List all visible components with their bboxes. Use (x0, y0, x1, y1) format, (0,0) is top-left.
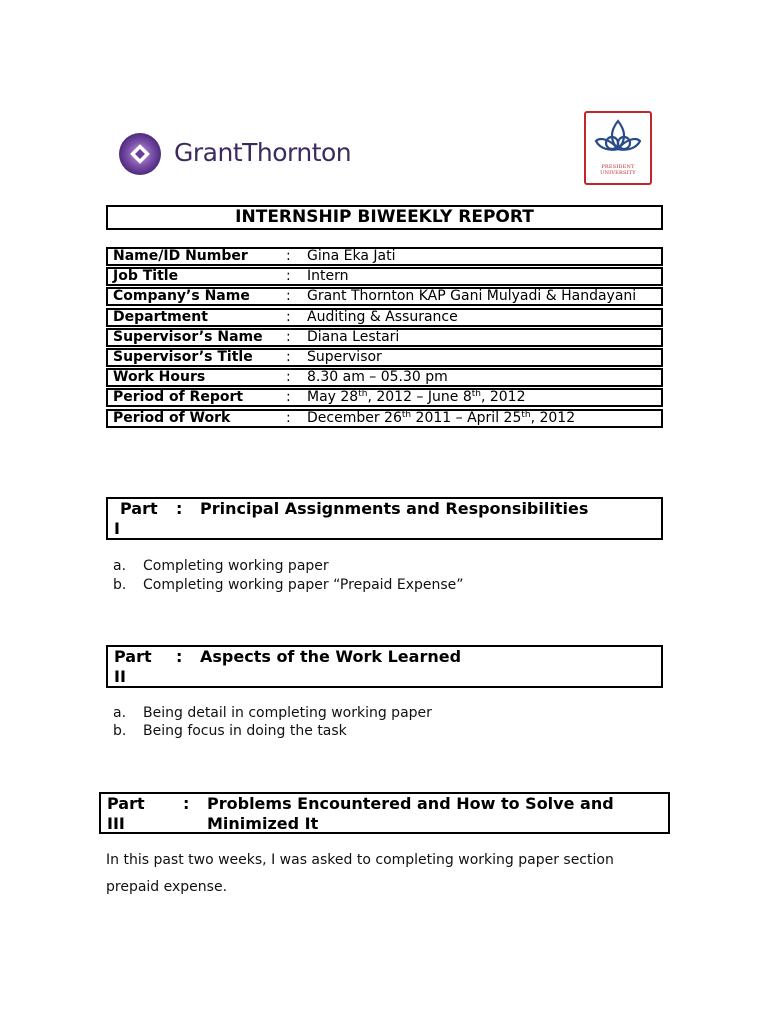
info-value: Intern (307, 268, 349, 284)
info-colon: : (286, 309, 291, 325)
part-3-paragraph: In this past two weeks, I was asked to completing working paper section prepaid expense. (106, 852, 614, 895)
ordinal-suffix: th (401, 410, 412, 420)
date-part: , 2012 (530, 410, 576, 426)
info-label: Period of Work (113, 410, 231, 426)
list-marker: a. (113, 705, 127, 721)
part-1-number: Part I (114, 499, 158, 538)
info-colon: : (286, 410, 291, 426)
info-value: Auditing & Assurance (307, 309, 458, 325)
info-row-job-title (106, 267, 663, 286)
grant-thornton-logo (118, 128, 363, 180)
part-3-header (99, 792, 670, 834)
info-colon: : (286, 268, 291, 284)
info-label: Supervisor’s Name (113, 329, 263, 345)
part-2-colon: : (176, 647, 183, 666)
info-row-period-of-work (106, 409, 663, 428)
part-1-list-item (113, 557, 329, 575)
list-marker: b. (113, 723, 127, 739)
part-1-title: Principal Assignments and Responsibilities (200, 499, 589, 518)
info-value: Supervisor (307, 349, 382, 365)
info-row-supervisor-name (106, 328, 663, 347)
part-2-list-item (113, 722, 347, 740)
report-title: INTERNSHIP BIWEEKLY REPORT (106, 205, 663, 230)
info-label: Supervisor’s Title (113, 349, 253, 365)
info-value (307, 411, 575, 426)
part-3-title: Problems Encountered and How to Solve and Minimized It (207, 794, 614, 833)
date-part: , 2012 – June 8 (367, 389, 472, 405)
part-2-header (106, 645, 663, 688)
info-label: Job Title (113, 268, 179, 284)
info-label: Work Hours (113, 369, 206, 385)
info-value: Grant Thornton KAP Gani Mulyadi & Handayani (307, 288, 637, 304)
grant-thornton-mark-icon (118, 132, 162, 176)
info-value (307, 390, 526, 405)
info-value: Diana Lestari (307, 329, 400, 345)
part-3-colon: : (183, 794, 190, 813)
part-1-colon: : (176, 499, 183, 518)
part-1-header (106, 497, 663, 540)
info-row-department (106, 308, 663, 327)
part-3-number: Part III (107, 794, 145, 833)
info-colon: : (286, 369, 291, 385)
date-part: 2011 – April 25 (411, 410, 522, 426)
info-label: Period of Report (113, 389, 244, 405)
info-value: Gina Eka Jati (307, 248, 396, 264)
part-2-list-item (113, 704, 432, 722)
info-row-name-id (106, 247, 663, 266)
date-part: May 28 (307, 389, 359, 405)
info-colon: : (286, 329, 291, 345)
president-university-emblem-icon (592, 117, 644, 161)
info-colon: : (286, 288, 291, 304)
list-item-text: Being detail in completing working paper (143, 705, 432, 721)
list-item-text: Completing working paper “Prepaid Expense” (143, 577, 464, 593)
part-2-title: Aspects of the Work Learned (200, 647, 462, 666)
info-label: Department (113, 309, 208, 325)
info-colon: : (286, 389, 291, 405)
part-2-number: Part II (114, 647, 152, 686)
list-item-text: Completing working paper (143, 558, 329, 574)
info-colon: : (286, 248, 291, 264)
ordinal-suffix: th (521, 410, 531, 420)
list-marker: b. (113, 577, 127, 593)
info-row-work-hours (106, 368, 663, 387)
info-row-supervisor-title (106, 348, 663, 367)
list-item-text: Being focus in doing the task (143, 723, 347, 739)
info-value: 8.30 am – 05.30 pm (307, 369, 448, 385)
president-university-logo (584, 111, 652, 185)
part-1-list-item (113, 576, 464, 594)
info-label: Name/ID Number (113, 248, 248, 264)
ordinal-suffix: th (471, 389, 481, 399)
ordinal-suffix: th (358, 389, 368, 399)
info-row-period-of-report (106, 388, 663, 407)
date-part: December 26 (307, 410, 402, 426)
date-part: , 2012 (480, 389, 526, 405)
info-row-company-name (106, 287, 663, 306)
president-university-text: PRESIDENT UNIVERSITY (600, 164, 636, 176)
grant-thornton-wordmark: GrantThornton (174, 138, 352, 167)
list-marker: a. (113, 558, 127, 574)
info-colon: : (286, 349, 291, 365)
info-label: Company’s Name (113, 288, 250, 304)
